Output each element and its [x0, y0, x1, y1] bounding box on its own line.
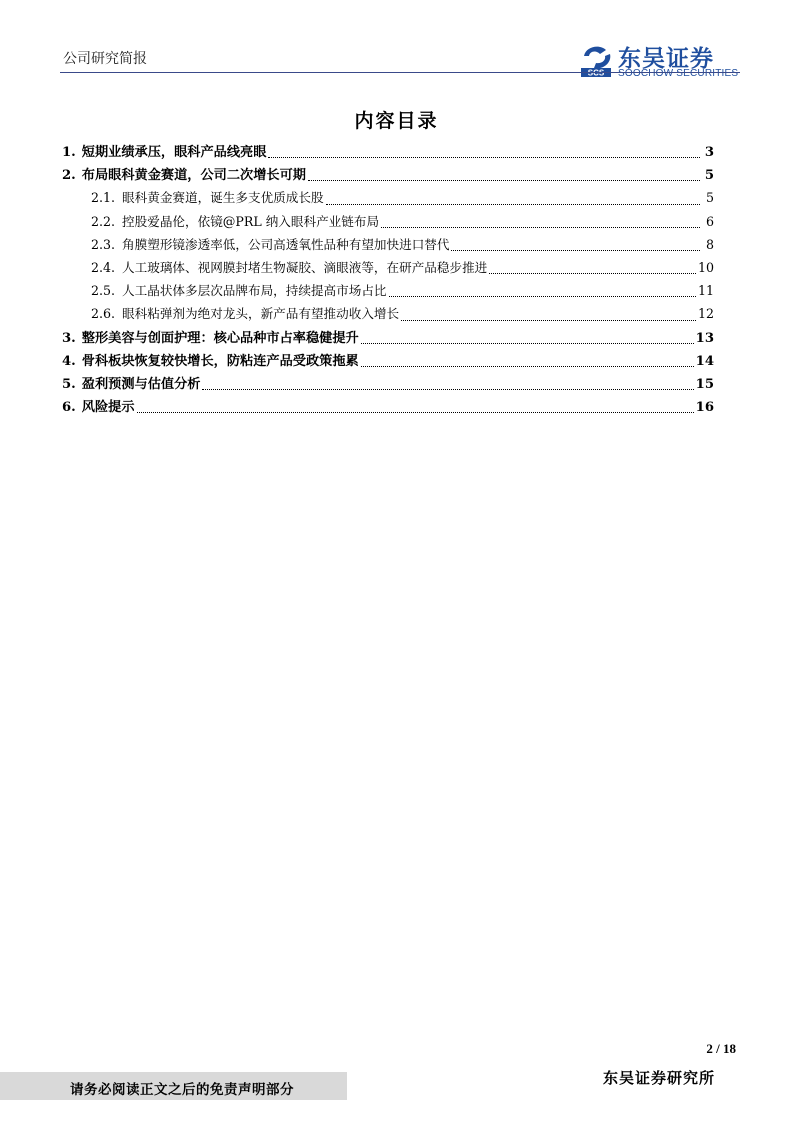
logo-mark-text: SCS [587, 68, 605, 78]
toc-title: 内容目录 [354, 110, 439, 132]
toc-entry-number: 2.3. [91, 236, 116, 252]
table-of-contents [60, 141, 714, 419]
toc-entry-page: 12 [697, 306, 714, 322]
toc-entry[interactable] [60, 373, 714, 396]
toc-entry-number: 3. [62, 330, 76, 346]
toc-entry[interactable] [60, 257, 714, 280]
toc-dot-leader [308, 179, 700, 181]
toc-entry-page: 13 [695, 330, 714, 346]
toc-entry-text: 人工晶状体多层次品牌布局，持续提高市场占比 [122, 283, 387, 299]
toc-entry-text: 人工玻璃体、视网膜封堵生物凝胶、滴眼液等，在研产品稳步推进 [122, 259, 488, 275]
toc-entry-number: 2.4. [91, 259, 116, 275]
toc-entry[interactable] [60, 280, 714, 303]
toc-dot-leader [202, 388, 693, 390]
footer-organization: 东吴证券研究所 [602, 1069, 715, 1087]
toc-dot-leader [389, 295, 696, 297]
toc-entry-number: 4. [62, 353, 76, 369]
footer-disclaimer: 请务必阅读正文之后的免责声明部分 [70, 1082, 294, 1098]
report-type-label: 公司研究简报 [63, 51, 147, 67]
logo-chinese-name: 东吴证券 [618, 46, 714, 72]
toc-entry-text: 眼科粘弹剂为绝对龙头，新产品有望推动收入增长 [122, 306, 400, 322]
toc-dot-leader [268, 156, 700, 158]
toc-entry-text: 布局眼科黄金赛道，公司二次增长可期 [81, 168, 306, 184]
toc-entry-text: 整形美容与创面护理：核心品种市占率稳健提升 [81, 330, 359, 346]
toc-entry[interactable] [60, 234, 714, 257]
toc-entry-text: 角膜塑形镜渗透率低，公司高透氧性品种有望加快进口替代 [122, 236, 450, 252]
toc-entry-number: 2. [62, 168, 76, 184]
toc-dot-leader [451, 249, 700, 251]
toc-entry-page: 10 [697, 259, 714, 275]
toc-entry-page: 11 [697, 283, 714, 299]
toc-entry[interactable] [60, 187, 714, 210]
toc-entry-number: 2.2. [91, 213, 116, 229]
toc-dot-leader [489, 272, 696, 274]
toc-dot-leader [361, 365, 694, 367]
toc-entry-page: 14 [695, 353, 714, 369]
toc-dot-leader [137, 411, 694, 413]
toc-entry[interactable] [60, 327, 714, 350]
toc-entry-page: 8 [705, 236, 714, 252]
toc-entry-text: 风险提示 [81, 400, 135, 416]
toc-entry-number: 5. [62, 376, 76, 392]
toc-dot-leader [381, 226, 700, 228]
header-divider [60, 72, 740, 73]
logo-english-name: SOOCHOW SECURITIES [618, 68, 739, 79]
toc-dot-leader [401, 319, 696, 321]
toc-entry-text: 眼科黄金赛道，诞生多支优质成长股 [122, 190, 324, 206]
toc-entry-page: 6 [705, 213, 714, 229]
toc-entry-number: 1. [62, 145, 76, 160]
toc-entry-number: 6. [62, 400, 76, 416]
toc-entry-number: 2.5. [91, 283, 116, 299]
toc-entry[interactable] [60, 303, 714, 326]
toc-entry[interactable] [60, 141, 714, 164]
toc-entry-text: 骨科板块恢复较快增长，防粘连产品受政策拖累 [81, 353, 359, 369]
toc-entry-page: 3 [704, 145, 714, 160]
toc-entry[interactable] [60, 211, 714, 234]
toc-entry-page: 16 [695, 400, 714, 416]
toc-entry[interactable] [60, 164, 714, 187]
toc-dot-leader [361, 342, 694, 344]
toc-entry-page: 5 [705, 190, 714, 206]
toc-entry-page: 15 [695, 376, 714, 392]
toc-entry-text: 盈利预测与估值分析 [81, 376, 201, 392]
toc-entry-number: 2.1. [91, 190, 116, 206]
toc-entry-text: 短期业绩承压，眼科产品线亮眼 [81, 145, 267, 160]
page-number: 2 / 18 [706, 1041, 736, 1056]
toc-entry[interactable] [60, 350, 714, 373]
toc-entry[interactable] [60, 396, 714, 419]
toc-entry-text: 控股爱晶伦，依镜@PRL 纳入眼科产业链布局 [122, 213, 380, 229]
toc-dot-leader [326, 203, 700, 205]
toc-entry-number: 2.6. [91, 306, 116, 322]
company-logo [578, 42, 740, 80]
toc-entry-page: 5 [704, 168, 714, 184]
